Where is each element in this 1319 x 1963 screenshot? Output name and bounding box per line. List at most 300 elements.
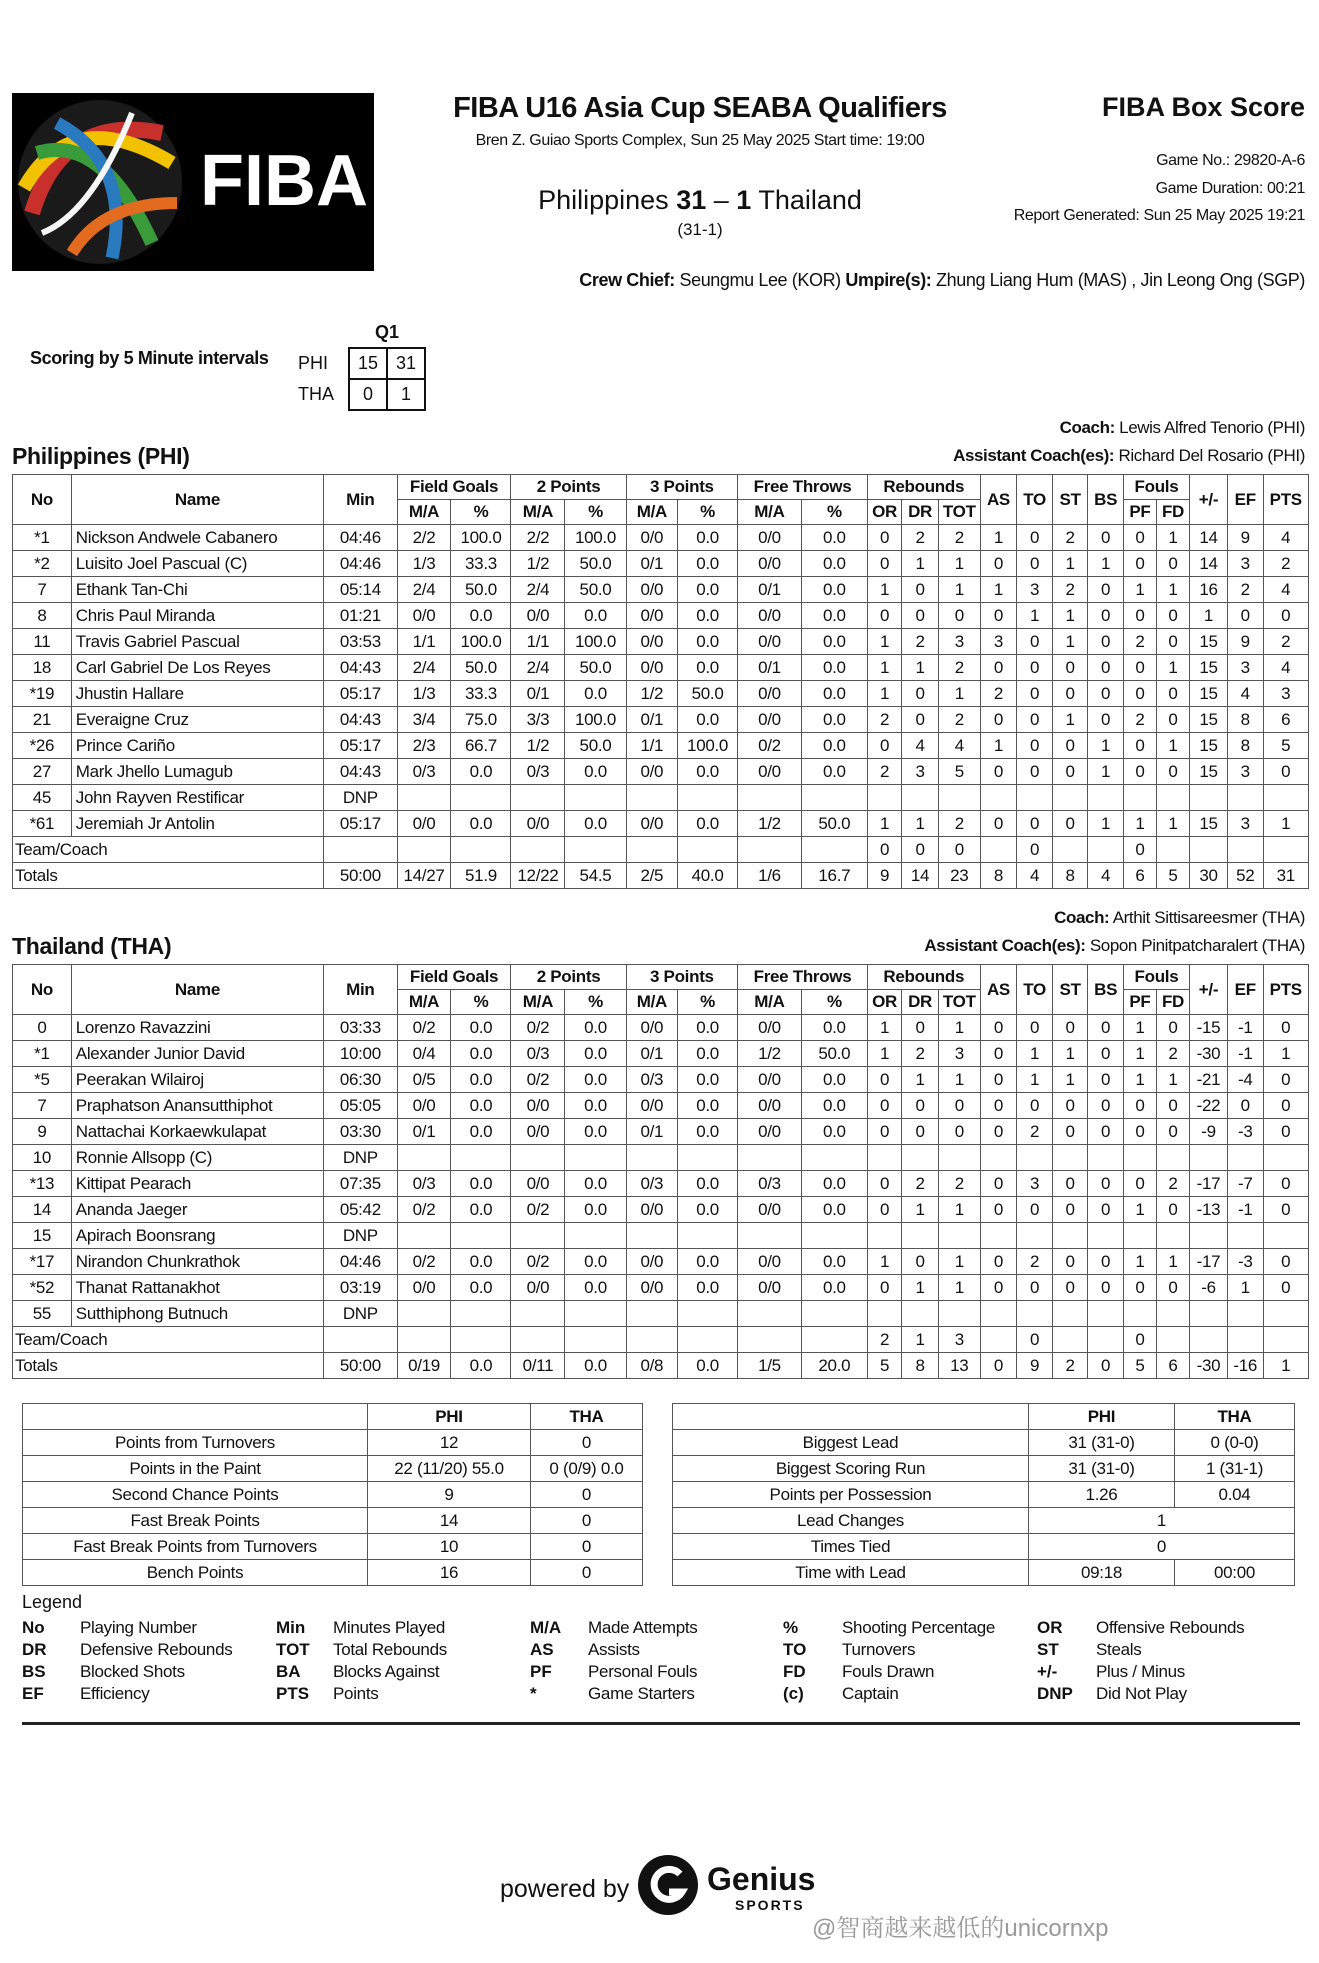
stat-cell: 0 — [1088, 1015, 1124, 1041]
empty-cell — [1156, 1223, 1189, 1249]
stat-cell: 0/1 — [511, 681, 565, 707]
stat-cell: 0 — [1052, 1015, 1088, 1041]
col-subheader-made-attempts: M/A — [626, 500, 677, 525]
player-number: 55 — [13, 1301, 72, 1327]
stat-cell: 0.0 — [451, 1093, 511, 1119]
stat-cell: 05:17 — [324, 733, 397, 759]
col-subheader-percent: % — [678, 500, 738, 525]
empty-cell — [1052, 1301, 1088, 1327]
legend-key: No — [22, 1618, 45, 1637]
stat-cell: 0/0 — [738, 1093, 802, 1119]
stat-cell: 4 — [1227, 681, 1263, 707]
stat-cell: 0.0 — [801, 1067, 867, 1093]
coach-label: Coach: — [1054, 908, 1110, 927]
stat-cell: 0/0 — [626, 655, 677, 681]
player-number: 18 — [13, 655, 72, 681]
player-name: Nickson Andwele Cabanero — [71, 525, 323, 551]
stat-cell: 1 — [867, 1015, 901, 1041]
stat-cell: 0/2 — [511, 1249, 565, 1275]
total-cell: 8 — [1052, 863, 1088, 889]
stat-cell: -1 — [1227, 1197, 1263, 1223]
empty-cell — [565, 1301, 626, 1327]
stat-cell: 0 — [1156, 1119, 1189, 1145]
genius-wordmark: Genius — [707, 1861, 816, 1897]
col-subheader-defensive-rebounds: DR — [902, 990, 939, 1015]
legend-description: Playing Number — [80, 1618, 197, 1637]
stat-cell: 15 — [1190, 759, 1228, 785]
stat-cell: 0/0 — [511, 1093, 565, 1119]
stat-cell: 0/0 — [626, 525, 677, 551]
stat-cell: 0 — [1123, 1275, 1156, 1301]
stat-cell: 0 — [1156, 759, 1189, 785]
empty-cell — [1227, 1223, 1263, 1249]
total-cell: 0/19 — [397, 1353, 451, 1379]
empty-cell — [626, 1327, 677, 1353]
home-team-name: Philippines — [538, 185, 669, 215]
col-header-rebounds: Rebounds — [867, 475, 980, 500]
stats-header-blank — [673, 1404, 1029, 1430]
stat-cell: 0 — [902, 1015, 939, 1041]
stat-cell: -9 — [1190, 1119, 1228, 1145]
stat-cell: 2 — [1017, 1249, 1053, 1275]
divider — [22, 1722, 1300, 1725]
stat-cell: 2 — [867, 1327, 901, 1353]
stat-cell: 0.0 — [678, 811, 738, 837]
stat-cell: 0/0 — [511, 1171, 565, 1197]
player-number: 10 — [13, 1145, 72, 1171]
stat-cell: 0/0 — [738, 1275, 802, 1301]
stats-value: 1.26 — [1029, 1482, 1175, 1508]
stat-cell: 9 — [1227, 629, 1263, 655]
stat-cell: 0.0 — [451, 1249, 511, 1275]
player-row — [13, 1197, 1309, 1223]
stat-cell: 0 — [1017, 525, 1053, 551]
empty-cell — [1190, 785, 1228, 811]
stat-cell: 0 — [1052, 1171, 1088, 1197]
total-cell: 52 — [1227, 863, 1263, 889]
logo-text: FIBA — [200, 141, 368, 221]
stat-cell: 0 — [980, 811, 1017, 837]
stat-cell: 03:33 — [324, 1015, 397, 1041]
stat-cell: 03:19 — [324, 1275, 397, 1301]
empty-cell — [565, 837, 626, 863]
empty-cell — [1227, 785, 1263, 811]
empty-cell — [1227, 1145, 1263, 1171]
stat-cell: 50.0 — [451, 577, 511, 603]
stat-cell: 1 — [902, 551, 939, 577]
stat-cell: 1 — [1156, 655, 1189, 681]
stat-cell: 1 — [1088, 733, 1124, 759]
col-subheader-personal-fouls: PF — [1123, 500, 1156, 525]
stat-cell: 15 — [1190, 681, 1228, 707]
col-subheader-percent: % — [451, 500, 511, 525]
stat-cell: 0 — [1123, 1327, 1156, 1353]
stat-cell: 04:46 — [324, 525, 397, 551]
stat-cell: 0 — [1017, 733, 1053, 759]
total-cell: 16.7 — [801, 863, 867, 889]
empty-cell — [511, 1327, 565, 1353]
stat-cell: 0/2 — [397, 1249, 451, 1275]
empty-cell — [626, 837, 677, 863]
stat-cell: 0.0 — [801, 1093, 867, 1119]
col-header-points: PTS — [1263, 965, 1309, 1015]
stat-cell: 0 — [902, 1119, 939, 1145]
empty-cell — [1190, 1327, 1228, 1353]
empty-cell — [1263, 1145, 1309, 1171]
stat-cell: 0.0 — [565, 603, 626, 629]
legend-description: Made Attempts — [588, 1618, 698, 1637]
col-header-3-points: 3 Points — [626, 475, 737, 500]
col-subheader-percent: % — [801, 500, 867, 525]
empty-cell — [1156, 785, 1189, 811]
stat-cell: 0 — [1263, 1119, 1309, 1145]
stat-cell: 0 — [867, 1171, 901, 1197]
legend-key: ST — [1037, 1640, 1059, 1659]
stat-cell: 1 — [867, 655, 901, 681]
empty-cell — [1017, 1301, 1053, 1327]
stat-cell: 1 — [980, 733, 1017, 759]
legend-key: OR — [1037, 1618, 1063, 1637]
col-subheader-made-attempts: M/A — [511, 500, 565, 525]
stat-cell: 0 — [1263, 1015, 1309, 1041]
stat-cell: 5 — [938, 759, 980, 785]
stat-cell: 04:43 — [324, 655, 397, 681]
legend-key: FD — [783, 1662, 806, 1681]
stat-cell: 0 — [867, 1119, 901, 1145]
col-subheader-made-attempts: M/A — [397, 990, 451, 1015]
total-cell: 0/8 — [626, 1353, 677, 1379]
player-number: 14 — [13, 1197, 72, 1223]
stat-cell: 0/0 — [738, 759, 802, 785]
player-number: 9 — [13, 1119, 72, 1145]
player-number: 27 — [13, 759, 72, 785]
total-cell: 23 — [938, 863, 980, 889]
col-header-2-points: 2 Points — [511, 475, 626, 500]
stat-cell: 0/0 — [626, 1015, 677, 1041]
stat-cell: 3/3 — [511, 707, 565, 733]
stat-cell: 0.0 — [678, 1275, 738, 1301]
total-cell: 50:00 — [324, 1353, 397, 1379]
stat-cell: 1/2 — [738, 1041, 802, 1067]
stat-cell: 0.0 — [451, 1067, 511, 1093]
stat-cell: 2 — [1263, 551, 1309, 577]
stat-cell: 100.0 — [451, 525, 511, 551]
stat-cell: 0 — [1052, 655, 1088, 681]
player-row — [13, 1145, 1309, 1171]
col-subheader-fouls-drawn: FD — [1156, 990, 1189, 1015]
empty-cell — [451, 1223, 511, 1249]
stat-cell: 0 — [1123, 655, 1156, 681]
stat-cell: 2 — [867, 759, 901, 785]
empty-cell — [1088, 1223, 1124, 1249]
stat-cell: 0/1 — [626, 551, 677, 577]
stat-cell: 05:05 — [324, 1093, 397, 1119]
team-coach-row — [13, 1327, 1309, 1353]
player-row — [13, 525, 1309, 551]
stat-cell: 0 — [1088, 603, 1124, 629]
stat-cell: 50.0 — [565, 733, 626, 759]
stat-cell: 0/0 — [397, 1275, 451, 1301]
stat-cell: 0.0 — [451, 1041, 511, 1067]
stat-cell: 1 — [938, 551, 980, 577]
stat-cell: 0/0 — [626, 577, 677, 603]
empty-cell — [738, 1145, 802, 1171]
stat-cell: 1 — [1123, 1249, 1156, 1275]
stat-cell: 0 — [980, 1015, 1017, 1041]
stats-row — [673, 1508, 1295, 1534]
empty-cell — [1263, 1327, 1309, 1353]
stat-cell: 1 — [1052, 707, 1088, 733]
stats-value: 12 — [368, 1430, 531, 1456]
stat-cell: 15 — [1190, 811, 1228, 837]
empty-cell — [1052, 1223, 1088, 1249]
stats-value: 9 — [368, 1482, 531, 1508]
stats-label: Points from Turnovers — [23, 1430, 368, 1456]
scoreline — [440, 185, 960, 216]
stat-cell: 0 — [1052, 1093, 1088, 1119]
stat-cell: 0 — [980, 759, 1017, 785]
stat-cell: 2/4 — [397, 577, 451, 603]
col-subheader-percent: % — [678, 990, 738, 1015]
stat-cell: -15 — [1190, 1015, 1228, 1041]
stats-header-team: PHI — [368, 1404, 531, 1430]
stat-cell: 1 — [902, 1275, 939, 1301]
col-subheader-made-attempts: M/A — [738, 500, 802, 525]
box-score-table — [12, 964, 1309, 1379]
stat-cell: 5 — [1263, 733, 1309, 759]
sports-wordmark: SPORTS — [735, 1897, 805, 1913]
empty-cell — [1190, 1145, 1228, 1171]
empty-cell — [1017, 785, 1053, 811]
total-cell: 6 — [1156, 1353, 1189, 1379]
player-name: Sutthiphong Butnuch — [71, 1301, 323, 1327]
umpires-label: Umpire(s): — [845, 270, 932, 290]
event-title: FIBA U16 Asia Cup SEABA Qualifiers — [453, 92, 947, 124]
box-score-table — [12, 474, 1309, 889]
stat-cell: 0.0 — [565, 1171, 626, 1197]
stat-cell: 100.0 — [565, 525, 626, 551]
stat-cell: 1/2 — [738, 811, 802, 837]
stat-cell: 0/0 — [738, 707, 802, 733]
stat-cell: -7 — [1227, 1171, 1263, 1197]
stat-cell: 04:46 — [324, 1249, 397, 1275]
stats-value: 0.04 — [1175, 1482, 1295, 1508]
stat-cell: 07:35 — [324, 1171, 397, 1197]
empty-cell — [902, 785, 939, 811]
stat-cell: 0.0 — [451, 811, 511, 837]
player-name: Ronnie Allsopp (C) — [71, 1145, 323, 1171]
stats-value: 09:18 — [1029, 1560, 1175, 1586]
empty-cell — [324, 837, 397, 863]
stat-cell: 0 — [902, 1093, 939, 1119]
empty-cell — [451, 1145, 511, 1171]
player-number: *1 — [13, 1041, 72, 1067]
stat-cell: 0 — [1263, 603, 1309, 629]
stat-cell: 1 — [1017, 1067, 1053, 1093]
stats-value: 16 — [368, 1560, 531, 1586]
team-coach-label: Team/Coach — [13, 1327, 324, 1353]
away-team-name: Thailand — [758, 185, 862, 215]
stat-cell: 0 — [902, 707, 939, 733]
stat-cell: -17 — [1190, 1249, 1228, 1275]
legend-description: Blocks Against — [333, 1662, 440, 1681]
total-cell: 0 — [1088, 1353, 1124, 1379]
player-row — [13, 759, 1309, 785]
stat-cell: 0 — [1088, 1171, 1124, 1197]
stat-cell: 0.0 — [678, 707, 738, 733]
stat-cell: 0 — [980, 1093, 1017, 1119]
empty-cell — [1123, 1301, 1156, 1327]
stat-cell: -4 — [1227, 1067, 1263, 1093]
empty-cell — [511, 785, 565, 811]
empty-cell — [451, 837, 511, 863]
total-cell: 54.5 — [565, 863, 626, 889]
player-name: John Rayven Restificar — [71, 785, 323, 811]
col-subheader-percent: % — [451, 990, 511, 1015]
stat-cell: 0 — [1017, 811, 1053, 837]
empty-cell — [738, 1223, 802, 1249]
stat-cell: 1/3 — [397, 681, 451, 707]
stat-cell: 0 — [1123, 1093, 1156, 1119]
stats-value: 0 — [531, 1482, 643, 1508]
stat-cell: 1 — [902, 811, 939, 837]
stat-cell: 0 — [1052, 733, 1088, 759]
stat-cell: 10:00 — [324, 1041, 397, 1067]
stat-cell: 2/3 — [397, 733, 451, 759]
stat-cell: 0 — [1088, 1119, 1124, 1145]
stats-label: Biggest Scoring Run — [673, 1456, 1029, 1482]
player-name: Jhustin Hallare — [71, 681, 323, 707]
col-subheader-made-attempts: M/A — [397, 500, 451, 525]
stat-cell: 0/3 — [397, 1171, 451, 1197]
empty-cell — [1052, 1327, 1088, 1353]
stat-cell: 0 — [867, 603, 901, 629]
interval-team: PHI — [298, 353, 329, 373]
empty-cell — [451, 785, 511, 811]
player-row — [13, 707, 1309, 733]
empty-cell — [801, 1301, 867, 1327]
empty-cell — [565, 1327, 626, 1353]
col-header-steals: ST — [1052, 475, 1088, 525]
interval-score: 0 — [349, 379, 387, 410]
col-subheader-total-rebounds: TOT — [938, 990, 980, 1015]
empty-cell — [1156, 1145, 1189, 1171]
col-header-min: Min — [324, 475, 397, 525]
empty-cell — [902, 1145, 939, 1171]
stat-cell: 2 — [938, 707, 980, 733]
stat-cell: 2 — [980, 681, 1017, 707]
empty-cell — [1017, 1145, 1053, 1171]
total-cell: 51.9 — [451, 863, 511, 889]
stat-cell: 50.0 — [801, 811, 867, 837]
assistant-coach-name: Richard Del Rosario (PHI) — [1118, 446, 1305, 465]
stats-row — [23, 1456, 643, 1482]
legend-key: Min — [276, 1618, 306, 1637]
team-title: Thailand (THA) — [12, 933, 172, 959]
stat-cell: 0 — [902, 1249, 939, 1275]
player-min: DNP — [324, 1145, 397, 1171]
legend-key: * — [530, 1684, 537, 1703]
stat-cell: 0.0 — [801, 603, 867, 629]
stat-cell: 0.0 — [678, 1197, 738, 1223]
player-number: *52 — [13, 1275, 72, 1301]
stat-cell: 0.0 — [451, 1197, 511, 1223]
stat-cell: 1 — [1156, 1067, 1189, 1093]
stats-label: Biggest Lead — [673, 1430, 1029, 1456]
legend-key: (c) — [783, 1684, 804, 1703]
total-cell: 9 — [1017, 1353, 1053, 1379]
stat-cell: 1 — [1156, 733, 1189, 759]
stats-value: 0 — [531, 1560, 643, 1586]
stat-cell: 04:46 — [324, 551, 397, 577]
legend-description: Total Rebounds — [333, 1640, 447, 1659]
col-header-no: No — [13, 475, 72, 525]
stat-cell: 1 — [1156, 525, 1189, 551]
player-name: Praphatson Anansutthiphot — [71, 1093, 323, 1119]
stat-cell: 03:30 — [324, 1119, 397, 1145]
stat-cell: 0 — [1156, 1015, 1189, 1041]
stats-label: Time with Lead — [673, 1560, 1029, 1586]
stat-cell: 0/3 — [626, 1171, 677, 1197]
col-header-name: Name — [71, 475, 323, 525]
player-min: DNP — [324, 1301, 397, 1327]
game-duration: Game Duration: 00:21 — [1155, 180, 1305, 197]
total-cell: 4 — [1088, 863, 1124, 889]
stats-row — [673, 1534, 1295, 1560]
stat-cell: 1 — [938, 1015, 980, 1041]
stat-cell: 0 — [1263, 1093, 1309, 1119]
col-header-no: No — [13, 965, 72, 1015]
stat-cell: 1 — [980, 525, 1017, 551]
stat-cell: 1 — [902, 1197, 939, 1223]
total-cell: 5 — [1156, 863, 1189, 889]
stat-cell: 0.0 — [801, 1275, 867, 1301]
player-number: 0 — [13, 1015, 72, 1041]
empty-cell — [397, 1223, 451, 1249]
stat-cell: 0/2 — [738, 733, 802, 759]
stat-cell: 0 — [1052, 1249, 1088, 1275]
col-subheader-offensive-rebounds: OR — [867, 990, 901, 1015]
stat-cell: 0 — [1263, 1067, 1309, 1093]
stat-cell: 0.0 — [801, 577, 867, 603]
interval-period: Q1 — [374, 322, 399, 342]
stat-cell: 2 — [1227, 577, 1263, 603]
stat-cell: 0.0 — [451, 1171, 511, 1197]
stat-cell: 0.0 — [565, 1015, 626, 1041]
player-name: Luisito Joel Pascual (C) — [71, 551, 323, 577]
stat-cell: 50.0 — [451, 655, 511, 681]
stats-value: 0 — [531, 1430, 643, 1456]
stat-cell: 0 — [1017, 1327, 1053, 1353]
stat-cell: 0 — [1263, 1197, 1309, 1223]
stat-cell: 05:14 — [324, 577, 397, 603]
stat-cell: 0.0 — [451, 1119, 511, 1145]
stat-cell: 1 — [902, 1327, 939, 1353]
empty-cell — [565, 1223, 626, 1249]
empty-cell — [397, 837, 451, 863]
stat-cell: 0 — [1263, 1249, 1309, 1275]
stat-cell: 3 — [938, 629, 980, 655]
legend-description: Efficiency — [80, 1684, 150, 1703]
col-subheader-offensive-rebounds: OR — [867, 500, 901, 525]
stat-cell: -21 — [1190, 1067, 1228, 1093]
stat-cell: 0/4 — [397, 1041, 451, 1067]
stat-cell: 0/3 — [397, 759, 451, 785]
stat-cell: 0 — [1123, 681, 1156, 707]
stat-cell: 0 — [1088, 577, 1124, 603]
stat-cell: 2 — [1123, 629, 1156, 655]
legend-description: Did Not Play — [1096, 1684, 1187, 1703]
